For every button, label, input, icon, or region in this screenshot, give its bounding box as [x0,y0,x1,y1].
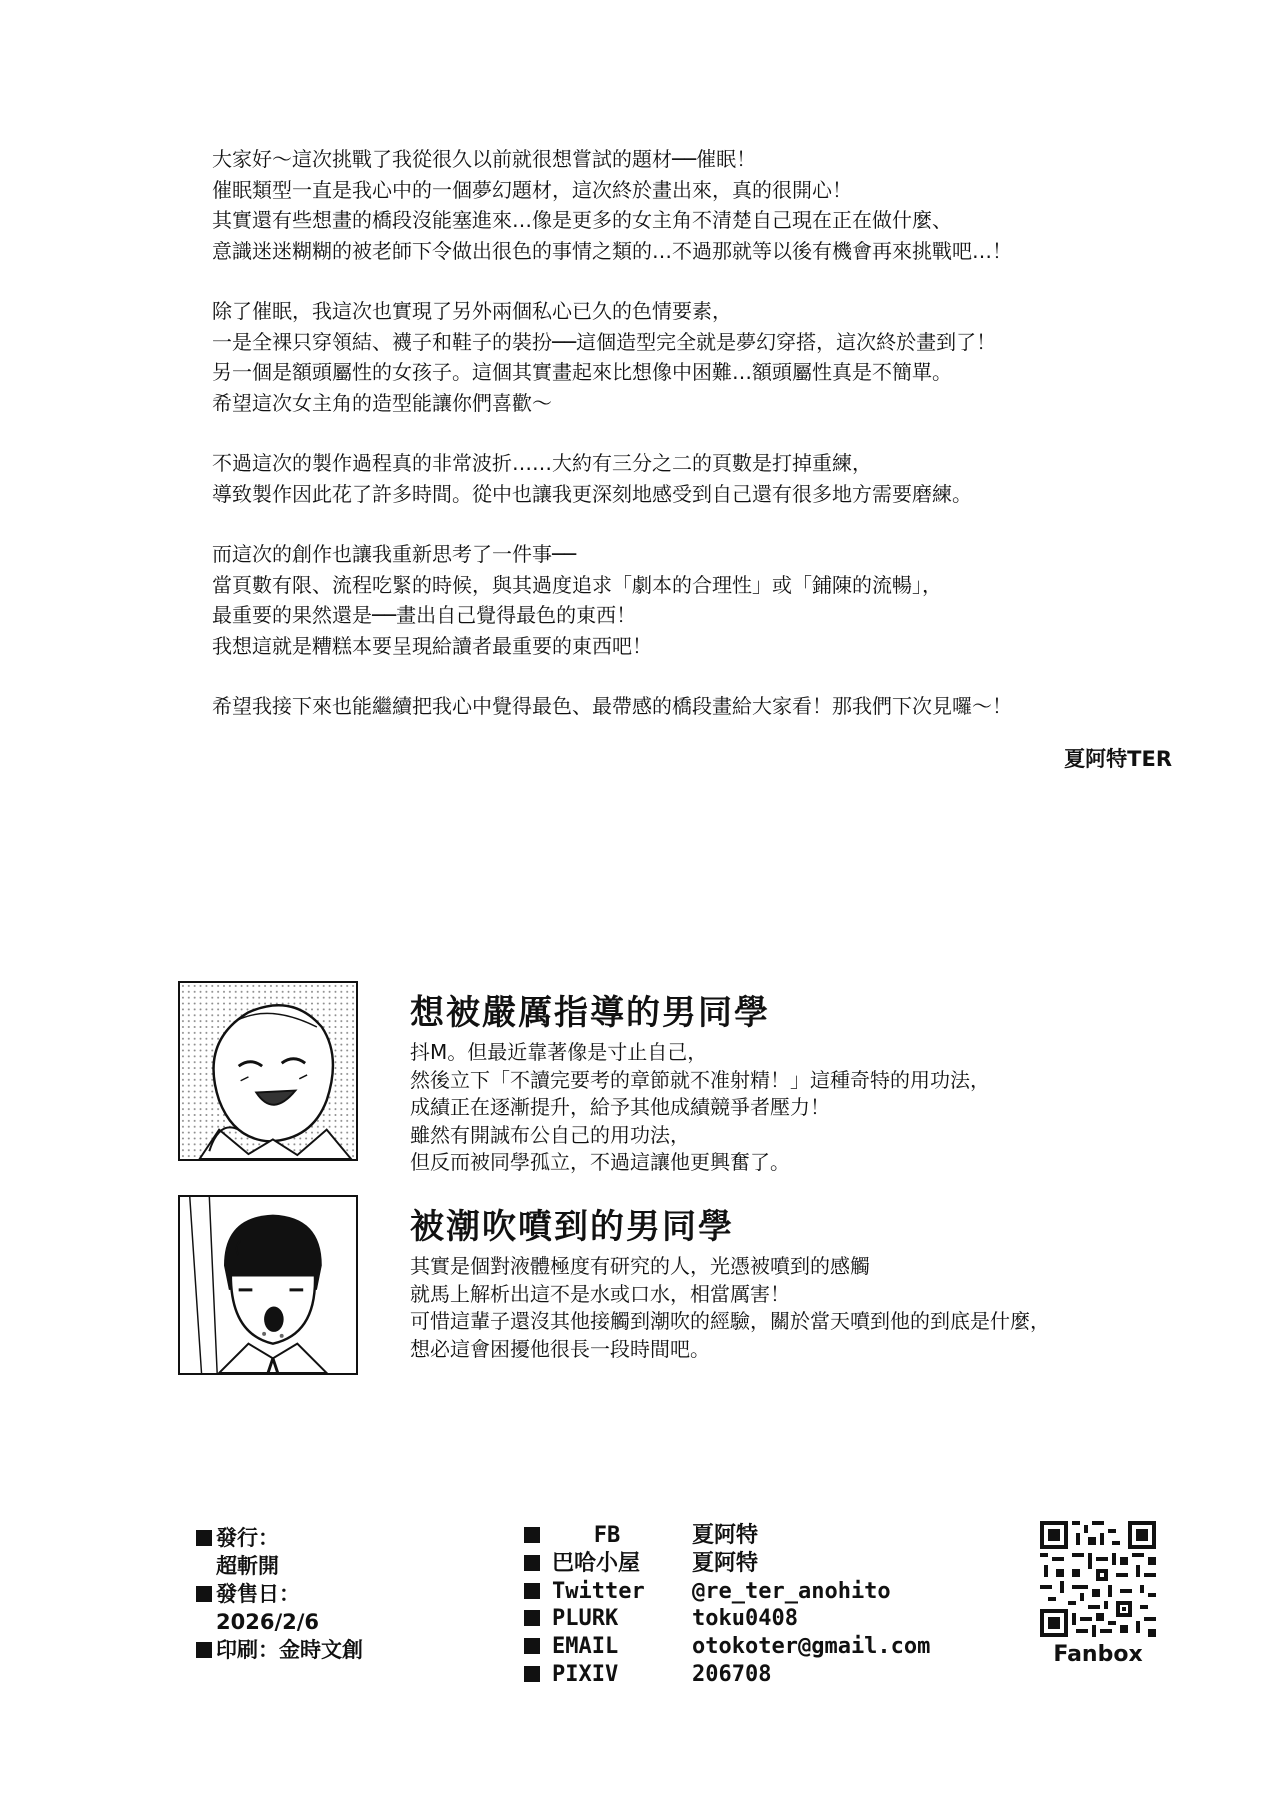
release-date-label-line [196,1580,363,1608]
character-description [410,1039,990,1177]
qr-caption: Fanbox [1053,1642,1143,1667]
text-line: 想必這會困擾他很長一段時間吧。 [410,1336,710,1361]
text-line: 另一個是額頭屬性的女孩子。這個其實畫起來比想像中困難…額頭屬性真是不簡單。 [212,360,952,384]
text-line: 導致製作因此花了許多時間。從中也讓我更深刻地感受到自己還有很多地方需要磨練。 [212,481,972,506]
square-bullet-icon [524,1583,540,1599]
character-profile [178,1195,1168,1375]
contact-row-twitter [524,1578,930,1606]
square-bullet-icon [524,1666,540,1682]
character-description [410,1253,1050,1363]
character-profile [178,981,1168,1174]
contact-row-bahamut [524,1550,930,1578]
contact-list [524,1522,930,1689]
publisher-label-line [196,1524,363,1552]
text-line: 當頁數有限、流程吃緊的時候，與其過度追求「劇本的合理性」或「鋪陳的流暢」， [212,572,942,597]
release-date-label: 發售日： [216,1582,300,1606]
text-line: 其實是個對液體極度有研究的人，光憑被噴到的感觸 [410,1254,870,1278]
surprised-boy-illustration [180,1197,356,1373]
square-bullet-icon [196,1642,212,1658]
contact-value[interactable]: 夏阿特 [692,1523,759,1548]
text-line: 希望這次女主角的造型能讓你們喜歡～ [212,390,552,415]
contact-value[interactable]: otokoter@gmail.com [692,1634,931,1660]
text-line: 我想這就是糟糕本要呈現給讀者最重要的東西吧！ [212,633,652,658]
author-signature: 夏阿特TER [1064,747,1172,771]
square-bullet-icon [524,1610,540,1626]
square-bullet-icon [524,1638,540,1654]
contact-label: PLURK [552,1606,619,1632]
smiling-boy-illustration [180,983,356,1159]
publisher-label: 發行： [216,1526,279,1550]
colophon [196,1524,363,1664]
afterword-paragraph [212,539,1172,661]
text-line: 不過這次的製作過程真的非常波折……大約有三分之二的頁數是打掉重練， [212,451,872,475]
contact-value[interactable]: @re_ter_anohito [692,1578,891,1604]
text-line: 但反而被同學孤立，不過這讓他更興奮了。 [410,1150,790,1174]
square-bullet-icon [524,1527,540,1543]
release-date: 2026/2/6 [216,1610,320,1634]
contact-row-pixiv [524,1661,930,1689]
text-line: 其實還有些想畫的橋段沒能塞進來…像是更多的女主角不清楚自己現在正在做什麼、 [212,208,952,232]
text-line: 然後立下「不讀完要考的章節就不准射精！」這種奇特的用功法， [410,1067,990,1092]
text-line: 一是全裸只穿領結、襪子和鞋子的裝扮──這個造型完全就是夢幻穿搭，這次終於畫到了！ [212,329,997,354]
text-line: 意識迷迷糊糊的被老師下令做出很色的事情之類的…不過那就等以後有機會再來挑戰吧…！ [212,238,1012,263]
afterword-paragraph [212,296,1172,418]
printer-line [196,1636,363,1664]
contact-row-email [524,1633,930,1661]
character-portrait [178,981,358,1161]
contact-label: FB [593,1523,621,1548]
printer: 印刷：金時文創 [216,1638,363,1662]
afterword-paragraph [212,144,1172,266]
character-portrait [178,1195,358,1375]
character-title: 被潮吹噴到的男同學 [410,1207,734,1247]
text-line: 除了催眠，我這次也實現了另外兩個私心已久的色情要素， [212,299,732,323]
contact-value[interactable]: toku0408 [692,1606,798,1632]
afterword [212,144,1172,752]
text-line: 成績正在逐漸提升，給予其他成績競爭者壓力！ [410,1095,830,1119]
character-title: 想被嚴厲指導的男同學 [410,993,770,1033]
contact-row-plurk [524,1605,930,1633]
square-bullet-icon [524,1555,540,1571]
text-line: 雖然有開誠布公自己的用功法， [410,1122,690,1147]
text-line: 可惜這輩子還沒其他接觸到潮吹的經驗，關於當天噴到他的到底是什麼， [410,1309,1050,1333]
text-line: 而這次的創作也讓我重新思考了一件事── [212,542,577,566]
square-bullet-icon [196,1530,212,1546]
contact-label: 巴哈小屋 [552,1550,641,1576]
text-line: 抖M。但最近靠著像是寸止自己， [410,1040,708,1064]
contact-value[interactable]: 206708 [692,1661,772,1687]
square-bullet-icon [196,1586,212,1602]
text-line: 最重要的果然還是──畫出自己覺得最色的東西！ [212,603,637,627]
text-line: 催眠類型一直是我心中的一個夢幻題材，這次終於畫出來，真的很開心！ [212,177,852,202]
contact-value[interactable]: 夏阿特 [692,1550,759,1576]
text-line: 大家好～這次挑戰了我從很久以前就很想嘗試的題材──催眠！ [212,147,757,171]
contact-label: Twitter [552,1578,645,1604]
text-line: 就馬上解析出這不是水或口水，相當厲害！ [410,1281,790,1306]
text-line: 希望我接下來也能繼續把我心中覺得最色、最帶感的橋段畫給大家看！那我們下次見囉～！ [212,694,1012,718]
contact-label: EMAIL [552,1634,619,1660]
contact-label: PIXIV [552,1661,619,1687]
fanbox-qr-code[interactable] [1040,1521,1156,1637]
afterword-paragraph [212,448,1172,509]
publisher-name: 超斬開 [216,1554,279,1578]
contact-row-fb [524,1522,930,1550]
afterword-paragraph [212,691,1172,722]
